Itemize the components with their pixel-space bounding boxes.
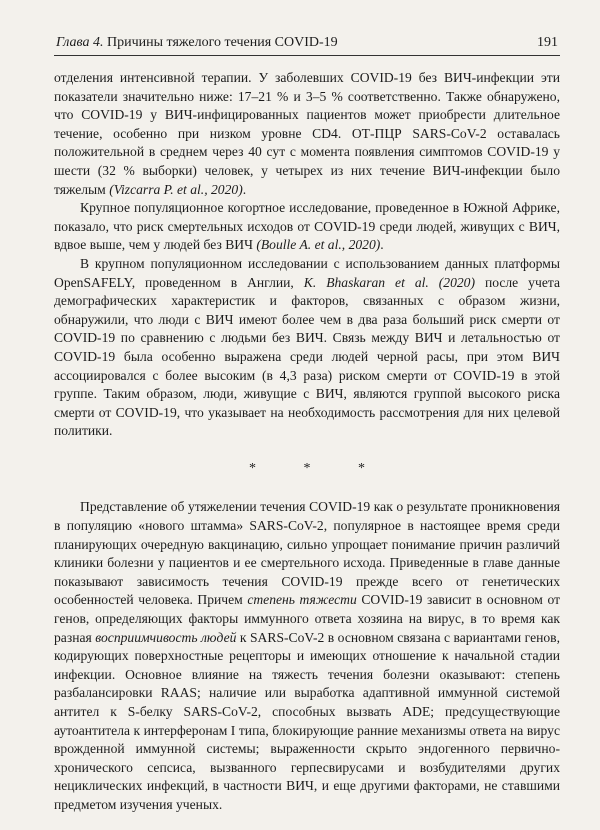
citation-italic-text: (Vizcarra P. et al., 2020)	[109, 181, 243, 197]
paragraph-text: .	[380, 237, 384, 253]
paragraph-p4	[54, 498, 560, 814]
paragraph-p1	[54, 69, 560, 199]
citation-italic-text: степень тяжести	[247, 592, 357, 608]
paragraph-text: Крупное популяционное когортное исследование, проведенное в Южной Африке, показало, что риск смертельных исходов от COVID-19 среди людей, живущих с ВИЧ, вдвое выше, чем у людей без ВИЧ	[54, 200, 560, 253]
paragraph-text: В крупном популяционном исследовании с использованием данных платформы OpenSAFELY, проведенном в Англии,	[54, 255, 560, 290]
paragraph-text: после учета демографических характеристик и факторов, связанных с образом жизни, обнаружили, что люди с ВИЧ имеют более чем в два раза больший риск смерти от COVID-19 по сравнению с людьми без ВИЧ. Связь между ВИЧ и летальностью от COVID-19 была особенно выражена среди людей черной расы, при этом ВИЧ ассоциировался с более высоким (в 4,3 раза) риском смерти от COVID-19 в этой группе. Таким образом, люди, живущие с ВИЧ, являются группой высокого риска смерти от COVID-19, что указывает на необходимость рассмотрения для них целевой политики.	[54, 274, 560, 439]
chapter-title: Причины тяжелого течения COVID-19	[106, 35, 338, 50]
citation-italic-text: восприимчивость людей	[95, 629, 237, 645]
citation-italic-text: (Boulle A. et al., 2020)	[256, 237, 381, 253]
paragraph-text: к SARS-CoV-2 в основном связана с вариантами генов, кодирующих поверхностные рецепторы и имеющих отношение к начальной стадии инфекции. Основное влияние на тяжесть течения болезни оказывают: степень разбалансировки RAAS; наличие или выработка адаптивной иммунной системой антител к S-белку SARS-CoV-2, способных вызвать ADE; предсуществующие аутоантитела к интерферонам I типа, блокирующие ранние механизмы ответа на вирус врожденной иммунной системы; выраженности скрыто эндогенного первично-хронического сепсиса, вызванного герпесвирусами и возбудителями других нециклических инфекций, в частности ВИЧ, и еще другими факторами, не ставшими предметом изучения ученых.	[54, 629, 560, 812]
section-separator: * * *	[249, 460, 387, 476]
paragraph-text: отделения интенсивной терапии. У заболевших COVID-19 без ВИЧ-инфекции эти показатели значительно ниже: 17–21 % и 3–5 % соответственно. Также обнаружено, что COVID-19 у ВИЧ-инфицированных пациентов может приобрести длительное течение, особенно при низком уровне CD4. ОТ-ПЦР SARS-CoV-2 оставалась положительной в среднем через 40 сут с момента появления симптомов COVID-19 у шести (32 % выборки) человек, у четырех из них течение ВИЧ-инфекции было тяжелым	[54, 70, 560, 197]
chapter-heading	[56, 34, 338, 52]
main-text	[54, 69, 560, 815]
text-block-after-separator	[54, 498, 560, 814]
paragraph-p2	[54, 199, 560, 255]
page-number: 191	[537, 35, 558, 50]
paragraph-text: .	[242, 181, 247, 197]
paragraph-text: COVID-19 зависит в основном от генов, определяющих факторы иммунного ответа хозяина на вирус, в то время как разная	[54, 592, 561, 645]
citation-italic-text: K. Bhaskaran et al. (2020)	[303, 274, 475, 290]
paragraph-p3	[54, 255, 560, 441]
text-block-before-separator	[54, 69, 560, 441]
running-header	[54, 34, 560, 56]
chapter-label: Глава 4.	[56, 35, 104, 50]
paragraph-text: Представление об утяжелении течения COVID-19 как о результате проникновения в популяцию «нового штамма» SARS-CoV-2, популярное в настоящее время среди планирующих очередную вакцинацию, сильно упрощает понимание причин различий клиники болезни у пациентов и ее смертельного исхода. Приведенные в главе данные показывают зависимость течения COVID-19 прежде всего от генетических особенностей человека. Причем	[54, 499, 560, 608]
